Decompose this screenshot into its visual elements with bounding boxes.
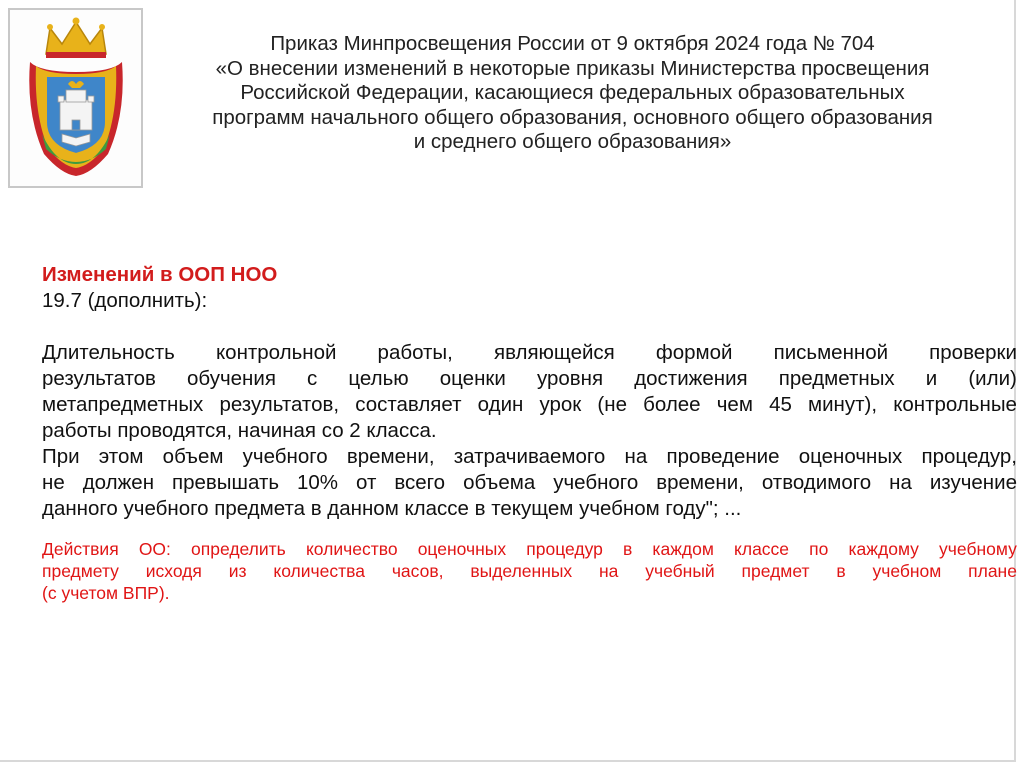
note-line	[42, 560, 1017, 582]
word: и	[925, 367, 938, 390]
word: объем	[162, 445, 224, 468]
word: метапредметных	[42, 393, 204, 416]
note-line	[42, 538, 1017, 560]
word: предмет	[741, 561, 810, 581]
word: При	[42, 445, 80, 468]
word: чем	[716, 393, 753, 416]
header-line: Российской Федерации, касающиеся федеральных образовательных	[240, 81, 905, 104]
word: на	[889, 471, 912, 494]
paragraph-line	[42, 366, 1017, 392]
word: не	[42, 471, 65, 494]
word: времени,	[346, 445, 435, 468]
word: от	[356, 471, 377, 494]
word: результатов,	[219, 393, 340, 416]
word: каждому	[848, 539, 919, 559]
word: (не	[597, 393, 627, 416]
word: проверки	[929, 341, 1017, 364]
main-content	[42, 262, 1017, 604]
word: количество	[305, 539, 398, 559]
word: один	[477, 393, 524, 416]
word: количества	[273, 561, 365, 581]
word: учебного	[553, 471, 639, 494]
word: процедур	[526, 539, 603, 559]
word: на	[624, 445, 648, 468]
crown-icon	[46, 18, 106, 59]
word: определить	[191, 539, 286, 559]
word: всего	[394, 471, 446, 494]
word: учебном	[872, 561, 942, 581]
word: учебный	[645, 561, 715, 581]
word: 45	[769, 393, 792, 416]
word: урок	[539, 393, 582, 416]
word: оценочных	[417, 539, 507, 559]
emblem-frame	[8, 8, 143, 188]
word: часов,	[391, 561, 444, 581]
header-line: программ начального общего образования, основного общего образования	[212, 105, 933, 129]
word: проведение	[666, 445, 780, 468]
word: по	[809, 539, 829, 559]
word: в	[836, 561, 846, 581]
word: классе	[734, 539, 790, 559]
word: целью	[348, 367, 409, 390]
word: на	[599, 561, 619, 581]
word: должен	[82, 471, 155, 494]
word: объема	[463, 471, 536, 494]
paragraph-line: работы проводятся, начиная со 2 класса.	[42, 419, 437, 442]
word: уровня	[536, 367, 604, 390]
word: выделенных	[470, 561, 573, 581]
word: достижения	[634, 367, 748, 390]
word: с	[307, 367, 318, 390]
document-header	[165, 32, 980, 155]
word: каждом	[652, 539, 714, 559]
word: работы,	[377, 341, 453, 364]
word: в	[623, 539, 633, 559]
word: контрольной	[215, 341, 337, 364]
paragraph-1	[42, 340, 1017, 444]
word: учебному	[939, 539, 1017, 559]
word: результатов	[42, 367, 156, 390]
word: из	[228, 561, 247, 581]
word: изучение	[929, 471, 1017, 494]
paragraph-line: данного учебного предмета в данном классе в текущем учебном году"; ...	[42, 497, 742, 520]
header-line: «О внесении изменений в некоторые приказы Министерства просвещения	[215, 56, 930, 80]
word: (или)	[968, 367, 1017, 390]
word: отводимого	[761, 471, 872, 494]
header-line: и среднего общего образования»	[413, 130, 732, 153]
subtitle: 19.7 (дополнить):	[42, 289, 208, 312]
word: ОО:	[138, 539, 171, 559]
word: этом	[98, 445, 144, 468]
note-line: (с учетом ВПР).	[42, 583, 170, 603]
word: исходя	[145, 561, 202, 581]
word: Длительность	[42, 341, 175, 364]
word: минут),	[808, 393, 878, 416]
paragraph-line	[42, 444, 1017, 470]
word: письменной	[773, 341, 889, 364]
action-note	[42, 538, 1017, 604]
word: 10%	[297, 471, 339, 494]
word: составляет	[355, 393, 462, 416]
word: плане	[968, 561, 1017, 581]
word: предмету	[42, 561, 119, 581]
word: Действия	[42, 539, 119, 559]
section-title: Изменений в ООП НОО	[42, 263, 278, 286]
word: превышать	[172, 471, 280, 494]
header-line: Приказ Минпросвещения России от 9 октября 2024 года № 704	[270, 32, 875, 55]
word: более	[643, 393, 701, 416]
word: затрачиваемого	[453, 445, 606, 468]
word: контрольные	[893, 393, 1017, 416]
word: предметных	[778, 367, 895, 390]
word: процедур,	[921, 445, 1017, 468]
word: формой	[655, 341, 733, 364]
word: являющейся	[493, 341, 615, 364]
paragraph-line	[42, 340, 1017, 366]
word: оценки	[439, 367, 506, 390]
word: времени,	[656, 471, 744, 494]
paragraph-2	[42, 444, 1017, 522]
word: учебного	[242, 445, 328, 468]
word: обучения	[187, 367, 276, 390]
word: оценочных	[798, 445, 903, 468]
coat-of-arms-icon	[16, 14, 136, 184]
paragraph-line	[42, 392, 1017, 418]
paragraph-line	[42, 470, 1017, 496]
